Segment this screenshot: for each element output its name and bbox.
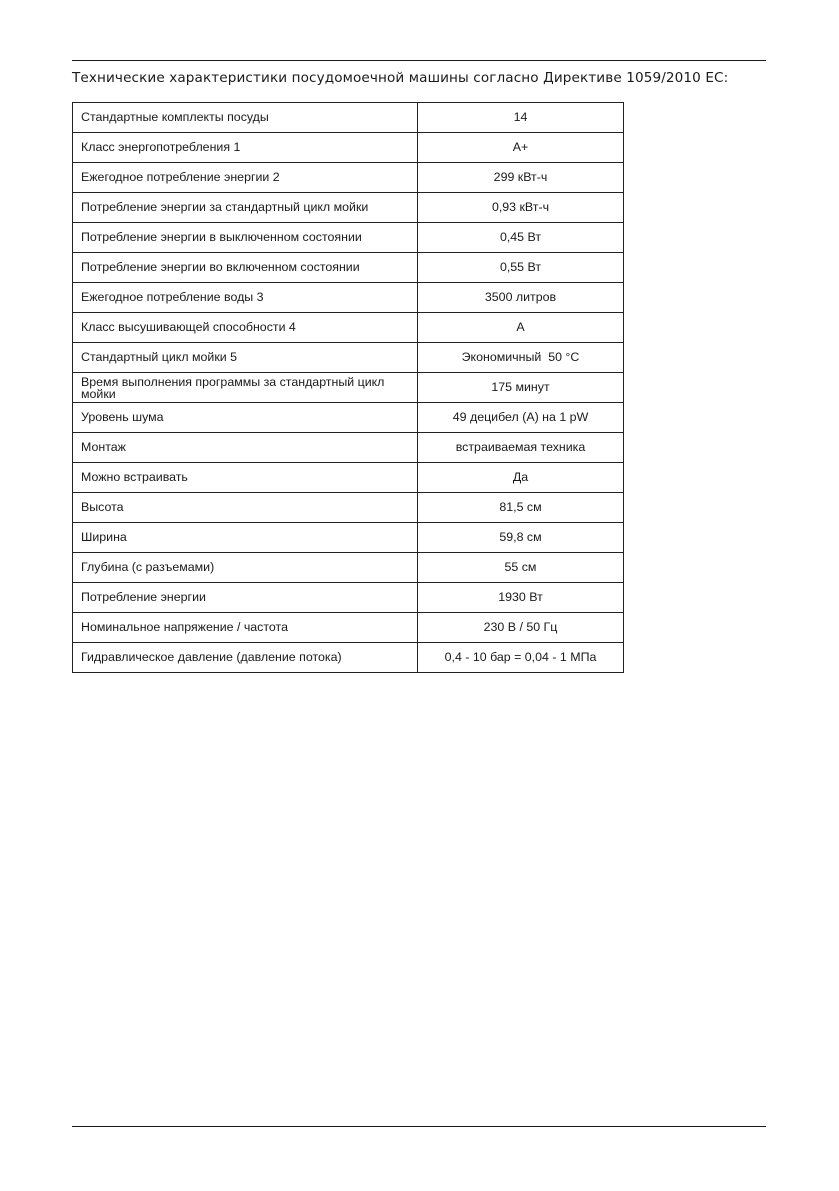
table-row <box>73 493 624 523</box>
table-row <box>73 223 624 253</box>
spec-label: Номинальное напряжение / частота <box>73 613 418 643</box>
table-row <box>73 643 624 673</box>
table-row <box>73 583 624 613</box>
spec-value: 1930 Вт <box>418 583 624 613</box>
table-row <box>73 193 624 223</box>
table-row <box>73 553 624 583</box>
spec-value: А <box>418 313 624 343</box>
table-row <box>73 253 624 283</box>
top-rule <box>72 60 766 61</box>
spec-value: Да <box>418 463 624 493</box>
spec-value: 230 В / 50 Гц <box>418 613 624 643</box>
spec-value: 0,93 кВт-ч <box>418 193 624 223</box>
spec-label: Гидравлическое давление (давление потока) <box>73 643 418 673</box>
spec-label: Стандартные комплекты посуды <box>73 103 418 133</box>
table-row <box>73 463 624 493</box>
spec-label: Высота <box>73 493 418 523</box>
spec-label: Ежегодное потребление энергии 2 <box>73 163 418 193</box>
spec-label: Стандартный цикл мойки 5 <box>73 343 418 373</box>
table-row <box>73 103 624 133</box>
spec-value: Экономичный 50 °C <box>418 343 624 373</box>
spec-value: 14 <box>418 103 624 133</box>
spec-label: Можно встраивать <box>73 463 418 493</box>
spec-table <box>72 102 624 673</box>
spec-value: 55 см <box>418 553 624 583</box>
spec-label: Глубина (с разъемами) <box>73 553 418 583</box>
table-row <box>73 373 624 403</box>
spec-value: 3500 литров <box>418 283 624 313</box>
spec-value: A+ <box>418 133 624 163</box>
bottom-rule <box>72 1126 766 1127</box>
spec-label: Ширина <box>73 523 418 553</box>
table-row <box>73 163 624 193</box>
table-row <box>73 313 624 343</box>
table-row <box>73 613 624 643</box>
spec-label: Потребление энергии во включенном состоянии <box>73 253 418 283</box>
spec-label: Ежегодное потребление воды 3 <box>73 283 418 313</box>
spec-label: Уровень шума <box>73 403 418 433</box>
spec-value: 59,8 см <box>418 523 624 553</box>
spec-value: 0,45 Вт <box>418 223 624 253</box>
table-row <box>73 133 624 163</box>
table-row <box>73 523 624 553</box>
spec-label: Монтаж <box>73 433 418 463</box>
spec-value: 175 минут <box>418 373 624 403</box>
spec-value: 299 кВт-ч <box>418 163 624 193</box>
spec-value: 81,5 см <box>418 493 624 523</box>
spec-label: Потребление энергии в выключенном состоянии <box>73 223 418 253</box>
spec-label: Время выполнения программы за стандартный цикл мойки <box>73 373 418 403</box>
table-row <box>73 343 624 373</box>
table-row <box>73 283 624 313</box>
spec-value: 49 децибел (А) на 1 pW <box>418 403 624 433</box>
document-heading: Технические характеристики посудомоечной машины согласно Директиве 1059/2010 ЕС: <box>72 70 729 86</box>
table-row <box>73 403 624 433</box>
spec-value: 0,4 - 10 бар = 0,04 - 1 МПа <box>418 643 624 673</box>
spec-value: 0,55 Вт <box>418 253 624 283</box>
spec-label: Потребление энергии <box>73 583 418 613</box>
spec-label: Класс энергопотребления 1 <box>73 133 418 163</box>
table-row <box>73 433 624 463</box>
spec-label: Класс высушивающей способности 4 <box>73 313 418 343</box>
spec-value: встраиваемая техника <box>418 433 624 463</box>
spec-label: Потребление энергии за стандартный цикл мойки <box>73 193 418 223</box>
